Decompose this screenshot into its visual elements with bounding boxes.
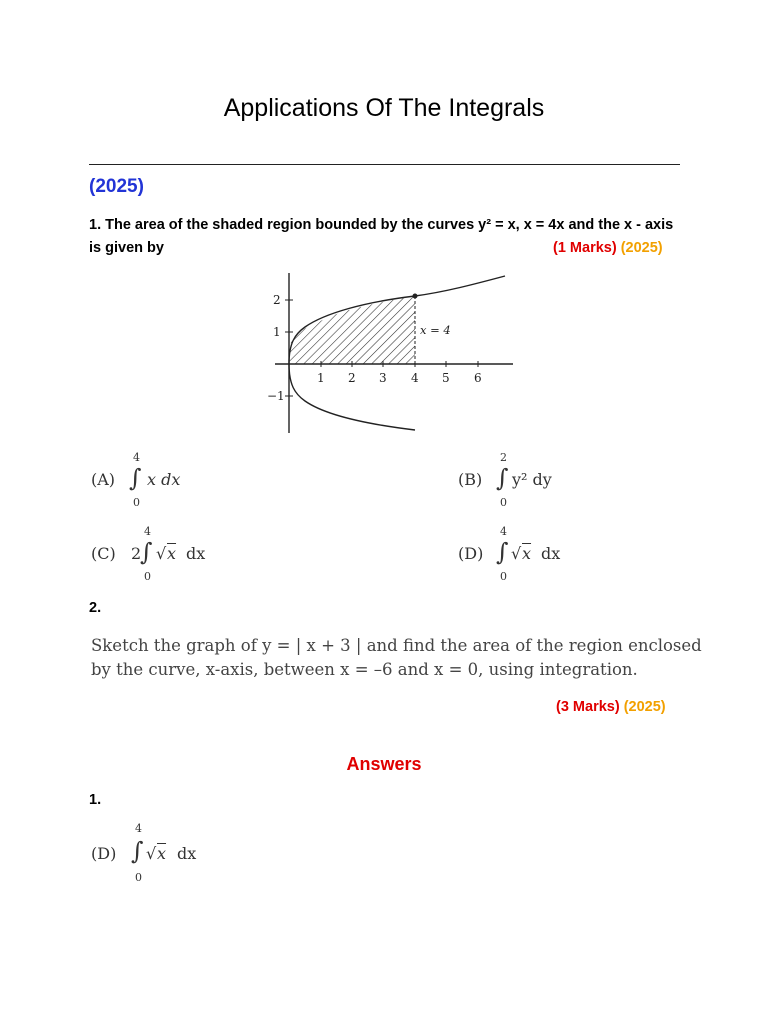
option-label: (D) xyxy=(458,544,484,563)
upper-limit: 4 xyxy=(135,822,142,835)
integrand: x dx xyxy=(147,470,181,489)
lower-limit: 0 xyxy=(500,496,507,509)
year-heading: (2025) xyxy=(89,176,144,197)
marks-label: (3 Marks) xyxy=(556,699,620,715)
option-d[interactable] xyxy=(456,522,606,587)
upper-limit: 4 xyxy=(144,525,151,538)
x-tick-label: 2 xyxy=(348,371,356,385)
x-tick-label: 4 xyxy=(411,371,419,385)
answers-heading: Answers xyxy=(346,754,422,774)
integrand: y² dy xyxy=(512,470,552,489)
intersection-point xyxy=(413,294,418,299)
sqrt-icon: √ xyxy=(156,544,167,563)
option-label: (A) xyxy=(91,470,116,489)
y-tick-label: 1 xyxy=(273,325,281,339)
line-label: x = 4 xyxy=(420,323,451,337)
x-tick-label: 1 xyxy=(317,371,325,385)
marks-year: (2025) xyxy=(620,240,663,256)
x-tick-label: 6 xyxy=(474,371,482,385)
integral-sign-icon: ∫ xyxy=(496,464,509,492)
question-2-number: 2. xyxy=(89,600,102,616)
marks-year: (2025) xyxy=(623,699,666,715)
option-a[interactable] xyxy=(89,448,239,513)
radicand: x xyxy=(522,544,532,563)
radicand: x xyxy=(167,544,177,563)
question-1-line-1: 1. The area of the shaded region bounded by the curves y² = x, x = 4x and the x - axis xyxy=(89,217,674,233)
option-c[interactable] xyxy=(89,522,259,587)
shaded-region xyxy=(289,296,415,364)
integral-sign-icon: ∫ xyxy=(140,538,153,566)
integral-sign-icon: ∫ xyxy=(496,538,509,566)
differential: dx xyxy=(177,844,197,863)
answer-1-number: 1. xyxy=(89,792,102,808)
option-label: (B) xyxy=(458,470,483,489)
marks-label: (1 Marks) xyxy=(553,240,617,256)
radicand: x xyxy=(157,844,167,863)
question-1-line-2: is given by xyxy=(89,240,164,256)
upper-limit: 4 xyxy=(133,451,140,464)
upper-limit: 2 xyxy=(500,451,507,464)
x-tick-label: 5 xyxy=(442,371,450,385)
sqrt-icon: √ xyxy=(146,844,157,863)
coefficient: 2 xyxy=(131,544,142,563)
question-1-marks-tag xyxy=(553,238,663,259)
sqrt-icon: √ xyxy=(511,544,522,563)
title-divider xyxy=(89,164,680,165)
option-label: (C) xyxy=(91,544,116,563)
upper-limit: 4 xyxy=(500,525,507,538)
lower-limit: 0 xyxy=(144,570,151,583)
differential: dx xyxy=(541,544,561,563)
answer-label: (D) xyxy=(91,844,117,863)
option-b[interactable] xyxy=(456,448,606,513)
integral-sign-icon: ∫ xyxy=(131,837,144,865)
question-2-line-2: by the curve, x-axis, between x = –6 and x = 0, using integration. xyxy=(91,660,638,679)
lower-limit: 0 xyxy=(133,496,140,509)
question-2-line-1: Sketch the graph of y = | x + 3 | and find the area of the region enclosed xyxy=(91,636,702,655)
x-tick-label: 3 xyxy=(379,371,387,385)
question-1-graph xyxy=(255,268,525,438)
page-title: Applications Of The Integrals xyxy=(223,94,545,122)
y-tick-label: −1 xyxy=(267,389,285,403)
integral-sign-icon: ∫ xyxy=(129,464,142,492)
lower-limit: 0 xyxy=(135,871,142,884)
question-2-marks-tag xyxy=(556,697,666,718)
answer-1 xyxy=(89,818,239,888)
differential: dx xyxy=(186,544,206,563)
lower-limit: 0 xyxy=(500,570,507,583)
y-tick-label: 2 xyxy=(273,293,281,307)
